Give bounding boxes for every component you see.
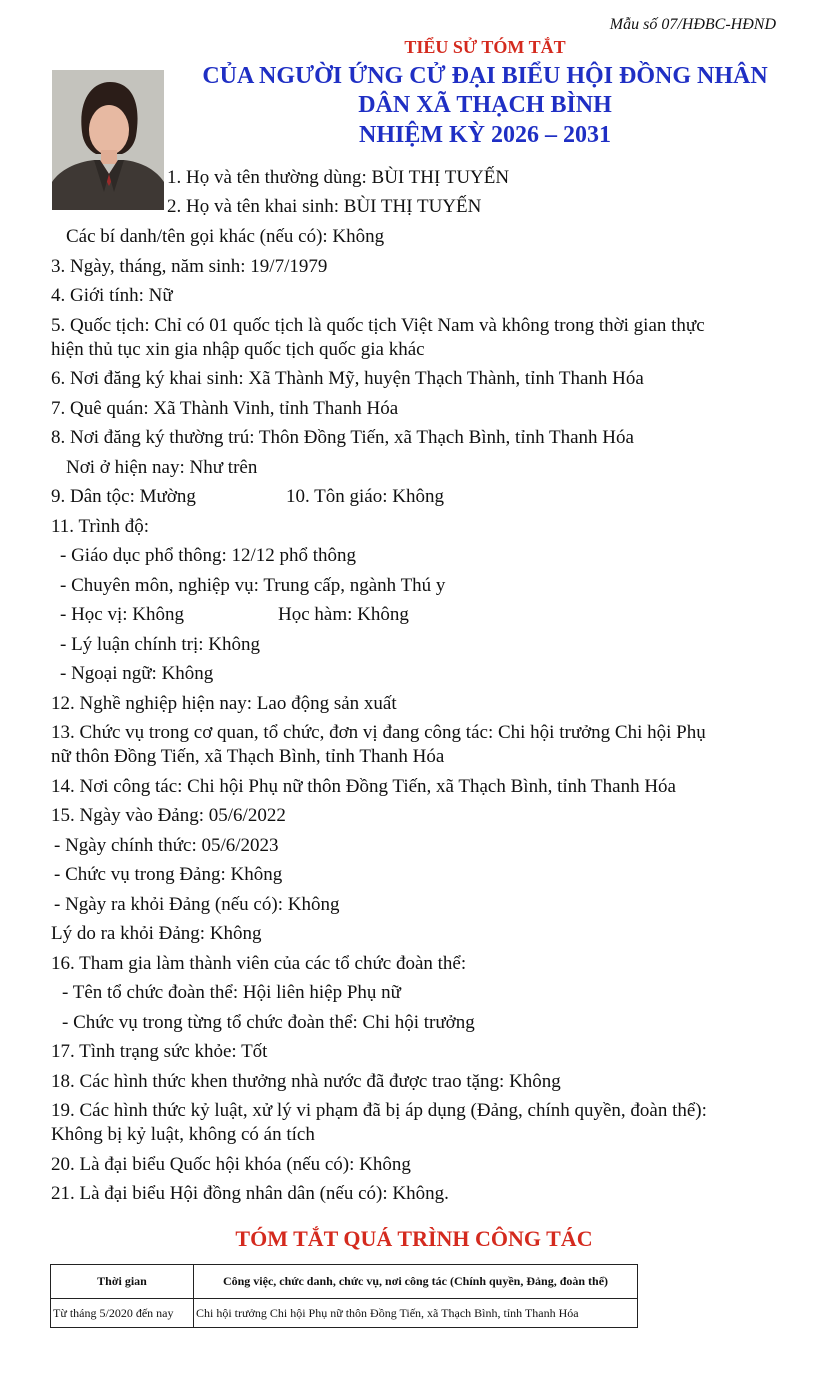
career-table — [50, 1264, 638, 1328]
national-assembly-delegate: 20. Là đại biểu Quốc hội khóa (nếu có): Không — [51, 1154, 411, 1175]
academic-degree: - Học vị: Không — [60, 604, 185, 625]
permanent-residence: 8. Nơi đăng ký thường trú: Thôn Đồng Tiến, xã Thạch Bình, tỉnh Thanh Hóa — [51, 427, 634, 448]
nationality-line-1: 5. Quốc tịch: Chỉ có 01 quốc tịch là quốc tịch Việt Nam và không trong thời gian thực — [51, 315, 705, 336]
discipline-line-2: Không bị kỷ luật, không có án tích — [51, 1124, 315, 1145]
education-heading: 11. Trình độ: — [51, 516, 150, 537]
title-small: TIỂU SỬ TÓM TẮT — [404, 37, 566, 57]
workplace: 14. Nơi công tác: Chi hội Phụ nữ thôn Đồng Tiến, xã Thạch Bình, tỉnh Thanh Hóa — [51, 776, 676, 797]
header-time: Thời gian — [51, 1265, 194, 1299]
position-line-1: 13. Chức vụ trong cơ quan, tổ chức, đơn vị đang công tác: Chi hội trưởng Chi hội Phụ — [51, 722, 706, 743]
discipline-line-1: 19. Các hình thức kỷ luật, xử lý vi phạm đã bị áp dụng (Đảng, chính quyền, đoàn thể): — [51, 1100, 707, 1121]
aliases: Các bí danh/tên gọi khác (nếu có): Không — [66, 226, 385, 247]
religion: 10. Tôn giáo: Không — [286, 486, 444, 507]
title-line-2: DÂN XÃ THẠCH BÌNH — [358, 92, 612, 118]
academic-title: Học hàm: Không — [278, 604, 409, 625]
cell-time: Từ tháng 5/2020 đến nay — [51, 1299, 194, 1328]
party-join-date: 15. Ngày vào Đảng: 05/6/2022 — [51, 805, 286, 826]
position-line-2: nữ thôn Đồng Tiến, xã Thạch Bình, tỉnh Thanh Hóa — [51, 746, 445, 767]
current-occupation: 12. Nghề nghiệp hiện nay: Lao động sản xuất — [51, 693, 397, 714]
party-official-date: - Ngày chính thức: 05/6/2023 — [54, 835, 279, 856]
party-exit-reason: Lý do ra khỏi Đảng: Không — [51, 923, 262, 944]
title-line-1: CỦA NGƯỜI ỨNG CỬ ĐẠI BIỂU HỘI ĐỒNG NHÂN — [202, 63, 768, 89]
career-table-header — [51, 1265, 638, 1299]
professional-qualification: - Chuyên môn, nghiệp vụ: Trung cấp, ngành Thú y — [60, 575, 446, 596]
peoples-council-delegate: 21. Là đại biểu Hội đồng nhân dân (nếu có): Không. — [51, 1183, 449, 1204]
foreign-language: - Ngoại ngữ: Không — [60, 663, 214, 684]
portrait-image — [52, 70, 164, 210]
party-position: - Chức vụ trong Đảng: Không — [54, 864, 283, 885]
political-theory: - Lý luận chính trị: Không — [60, 634, 260, 655]
organization-name: - Tên tổ chức đoàn thể: Hội liên hiệp Phụ nữ — [62, 982, 401, 1003]
nationality-line-2: hiện thủ tục xin gia nhập quốc tịch quốc gia khác — [51, 339, 425, 360]
organization-role: - Chức vụ trong từng tổ chức đoàn thể: Chi hội trưởng — [62, 1012, 475, 1033]
health-status: 17. Tình trạng sức khỏe: Tốt — [51, 1041, 268, 1062]
table-row — [51, 1299, 638, 1328]
hometown: 7. Quê quán: Xã Thành Vinh, tỉnh Thanh Hóa — [51, 398, 399, 419]
party-exit-date: - Ngày ra khỏi Đảng (nếu có): Không — [54, 894, 340, 915]
gender: 4. Giới tính: Nữ — [51, 285, 173, 306]
career-section-title: TÓM TẮT QUÁ TRÌNH CÔNG TÁC — [235, 1226, 593, 1251]
general-education: - Giáo dục phổ thông: 12/12 phổ thông — [60, 545, 357, 566]
form-code: Mẫu số 07/HĐBC-HĐND — [609, 16, 776, 33]
ethnicity: 9. Dân tộc: Mường — [51, 486, 196, 507]
birth-registration: 6. Nơi đăng ký khai sinh: Xã Thành Mỹ, huyện Thạch Thành, tỉnh Thanh Hóa — [51, 368, 644, 389]
current-residence: Nơi ở hiện nay: Như trên — [66, 457, 258, 478]
header-job: Công việc, chức danh, chức vụ, nơi công tác (Chính quyền, Đảng, đoàn thể) — [194, 1265, 638, 1299]
awards: 18. Các hình thức khen thưởng nhà nước đã được trao tặng: Không — [51, 1071, 561, 1092]
birth-date: 3. Ngày, tháng, năm sinh: 19/7/1979 — [51, 256, 328, 277]
organizations-heading: 16. Tham gia làm thành viên của các tổ chức đoàn thể: — [51, 953, 467, 974]
full-name-birth: 2. Họ và tên khai sinh: BÙI THỊ TUYẾN — [167, 196, 482, 217]
portrait-photo — [52, 70, 164, 210]
full-name-common: 1. Họ và tên thường dùng: BÙI THỊ TUYẾN — [167, 167, 510, 188]
title-line-3: NHIỆM KỲ 2026 – 2031 — [359, 122, 611, 148]
cell-job: Chi hội trưởng Chi hội Phụ nữ thôn Đồng Tiến, xã Thạch Bình, tỉnh Thanh Hóa — [194, 1299, 638, 1328]
